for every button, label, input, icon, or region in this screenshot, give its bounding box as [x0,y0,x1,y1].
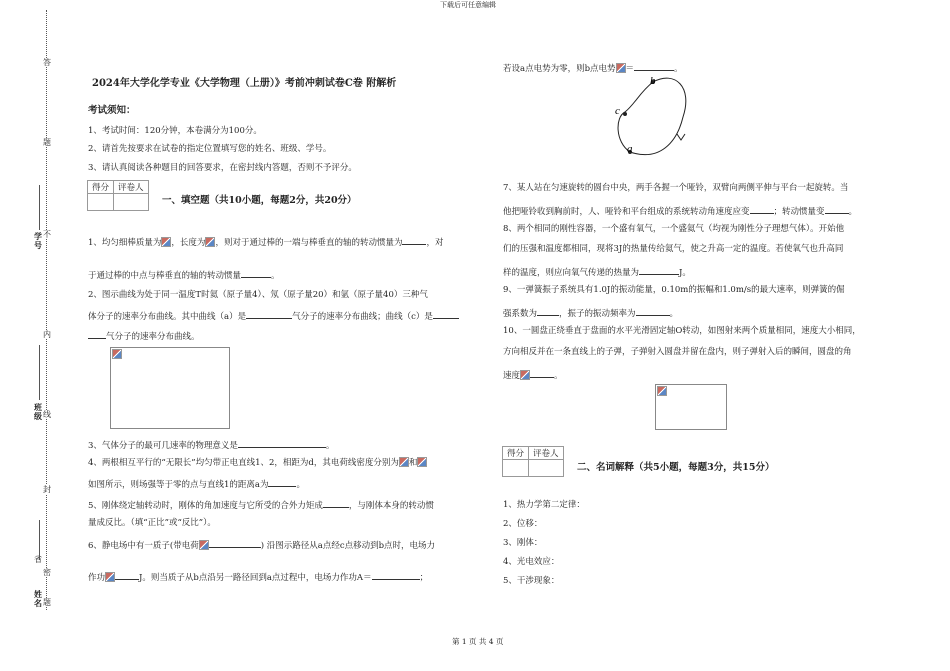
answer-blank[interactable] [268,477,296,487]
q2-figure-placeholder [110,347,230,429]
margin-char-bu: 不 [43,230,51,239]
notice-heading: 考试须知： [88,105,136,116]
formula-image-icon [161,237,171,247]
answer-blank[interactable] [750,204,774,214]
question-10-cont2: 速度 。 [503,368,563,382]
score-cell[interactable] [503,460,529,477]
question-5-cont: 量成反比。（填“正比”或“反比”）。 [88,518,216,528]
question-6-right: 若设a点电势为零，则b点电势 ＝ 。 [503,61,683,75]
question-9-cont: 强系数为 ，振子的振动频率为 。 [503,306,678,320]
exam-title: 2024年大学化学专业《大学物理（上册）》考前冲刺试卷C卷 附解析 [92,78,397,89]
formula-image-icon [417,457,427,467]
margin-char-xian: 线 [43,410,51,419]
student-id-label: 学号 [34,231,42,250]
header-note: 下载后可任意编辑 [440,1,496,9]
question-5: 5、刚体绕定轴转动时，刚体的角加速度与它所受的合外力矩成 ，与刚体本身的转动惯 [88,498,434,512]
question-2: 2、图示曲线为处于同一温度T时氦（原子量4）、氖（原子量20）和氩（原子量40）三种气 [88,290,428,300]
margin-char-da: 答 [43,58,51,67]
answer-blank[interactable] [372,570,420,580]
answer-blank[interactable] [634,61,674,71]
term-item: 5、干涉现象： [503,576,560,586]
class-label: 班级 [34,402,42,421]
answer-blank[interactable] [88,329,106,339]
score-table [502,446,564,477]
path-acb [618,82,653,152]
term-item: 4、光电效应： [503,557,560,567]
answer-blank[interactable] [241,268,271,278]
question-2-cont2: 气分子的速率分布曲线。 [88,329,200,343]
answer-blank[interactable] [209,538,261,548]
question-8: 8、两个相同的刚性容器，一个盛有氧气，一个盛氦气（均视为刚性分子理想气体）。开始他 [503,224,845,234]
reviewer-label: 评卷人 [114,181,149,194]
path-figure [605,72,715,172]
question-1-cont: 于通过棒的中点与棒垂直的轴的转动惯量 。 [88,268,280,282]
margin-char-mi: 密 [43,568,51,577]
formula-image-icon [105,572,115,582]
notice-item: 3、请认真阅读各种题目的回答要求，在密封线内答题，否则不予评分。 [88,163,357,173]
margin-char-ti2: 题 [43,598,51,607]
label-b: b [650,75,656,87]
province-label: 省 [34,555,42,564]
question-4: 4、两根相互平行的“无限长”均匀带正电直线1、2，相距为d，其电荷线密度分别为 和 [88,457,427,469]
reviewer-cell[interactable] [114,194,149,211]
answer-blank[interactable] [636,306,670,316]
question-3: 3、气体分子的最可几速率的物理意义是 。 [88,438,334,452]
reviewer-label: 评卷人 [529,447,564,460]
name-blank[interactable] [39,520,40,560]
answer-blank[interactable] [238,438,326,448]
score-label: 得分 [88,181,114,194]
question-1: 1、均匀细棒质量为 ，长度为 ，则对于通过棒的一端与棒垂直的轴的转动惯量为 ，对 [88,235,443,249]
answer-blank[interactable] [825,204,849,214]
name-label: 姓名 [34,589,42,608]
answer-blank[interactable] [402,235,426,245]
student-id-blank[interactable] [39,185,40,230]
label-a: a [627,143,633,155]
answer-blank[interactable] [323,498,349,508]
question-8-cont: 们的压强和温度都相同，现将3J的热量传给氦气，使之升高一定的温度。若使氧气也升高同 [503,244,844,254]
question-10: 10、一圆盘正绕垂直于盘面的水平光滑固定轴O转动，如图射来两个质量相同，速度大小相同， [503,326,861,336]
formula-image-icon [399,457,409,467]
section-term-definitions-heading: 二、名词解释（共5小题，每题3分，共15分） [577,462,775,473]
score-label: 得分 [503,447,529,460]
arrow-head [677,134,685,140]
term-item: 2、位移： [503,519,543,529]
q10-figure-placeholder [655,384,727,430]
answer-blank[interactable] [639,265,679,275]
margin-char-ti: 题 [43,138,51,147]
margin-char-feng: 封 [43,485,51,494]
score-table [87,180,149,211]
reviewer-cell[interactable] [529,460,564,477]
image-icon [112,349,122,359]
point-c [623,112,627,116]
section-fill-blanks-heading: 一、填空题（共10小题，每题2分，共20分） [162,195,357,206]
class-blank[interactable] [39,345,40,400]
formula-image-icon [205,237,215,247]
binding-line [46,10,47,610]
formula-image-icon [199,540,209,550]
answer-blank[interactable] [530,368,554,378]
question-6-cont: 作功 J。则当质子从b点沿另一路径回到a点过程中，电场力作功A＝ ； [88,570,428,584]
question-10-cont: 方向相反并在一条直线上的子弹，子弹射入圆盘并留在盘内，则子弹射入后的瞬间，圆盘的角 [503,347,852,357]
answer-blank[interactable] [537,306,559,316]
answer-blank[interactable] [433,309,459,319]
question-4-cont: 如图所示，则场强等于零的点与直线1的距离a为 。 [88,477,305,491]
notice-item: 2、请首先按要求在试卷的指定位置填写您的姓名、班级、学号。 [88,144,332,154]
question-2-cont: 体分子的速率分布曲线。其中曲线（a）是 气分子的速率分布曲线；曲线（c）是 [88,309,459,323]
margin-char-nei: 内 [43,330,51,339]
question-6: 6、静电场中有一质子(带电荷 ) 沿图示路径从a点经c点移动到b点时，电场力 [88,538,435,552]
answer-blank[interactable] [246,309,292,319]
question-7-cont: 他把哑铃收到胸前时，人、哑铃和平台组成的系统转动角速度应变 ；转动惯量变 。 [503,204,857,218]
question-7: 7、某人站在匀速旋转的圆台中央，两手各握一个哑铃，双臂向两侧平伸与平台一起旋转。当 [503,183,849,193]
image-icon [657,386,667,396]
formula-image-icon [520,370,530,380]
answer-blank[interactable] [115,570,139,580]
score-cell[interactable] [88,194,114,211]
notice-item: 1、考试时间：120分钟，本卷满分为100分。 [88,126,262,136]
question-8-cont2: 样的温度，则应向氧气传递的热量为 J。 [503,265,691,279]
term-item: 1、热力学第二定律： [503,500,585,510]
page-footer: 第 1 页 共 4 页 [452,637,504,646]
question-9: 9、一弹簧振子系统具有1.0J的振动能量，0.10m的振幅和1.0m/s的最大速率，则弹簧的倔 [503,285,845,295]
term-item: 3、刚体： [503,538,543,548]
path-bda [630,78,686,155]
label-c: c [615,105,620,117]
